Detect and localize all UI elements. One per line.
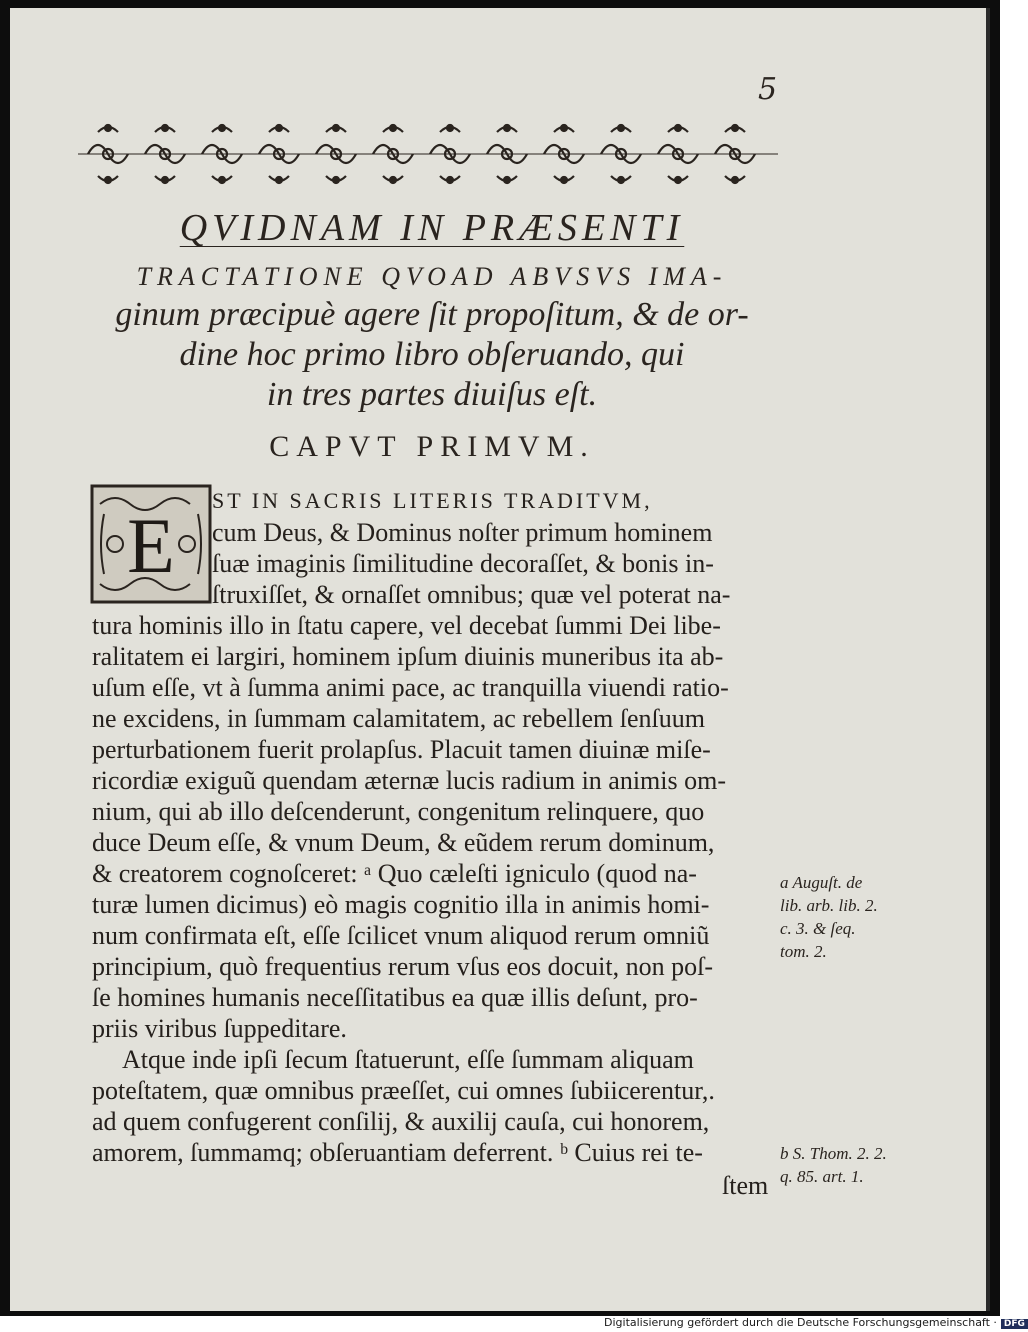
catchword: ſtem xyxy=(722,1171,769,1200)
dfg-logo: DFG xyxy=(1001,1319,1028,1329)
text-line: amorem, ſummamq; obſeruantiam deferrent. ᵇ Cuius rei te- xyxy=(92,1138,703,1167)
title-line-1: QVIDNAM IN PRÆSENTI xyxy=(179,207,685,249)
digitization-credit xyxy=(604,1316,1028,1329)
text-line: turæ lumen dicimus) eò magis cognitio illa in animis homi- xyxy=(92,890,710,919)
text-line: ST IN SACRIS LITERIS TRADITVM, xyxy=(212,488,653,513)
text-line: principium, quò frequentius rerum vſus eos docuit, non poſ- xyxy=(92,952,714,981)
margin-note: q. 85. art. 1. xyxy=(780,1167,864,1186)
text-line: duce Deum eſſe, & vnum Deum, & eũdem rerum dominum, xyxy=(92,828,715,857)
margin-note: a Auguſt. de xyxy=(780,873,863,892)
text-line: priis viribus ſuppeditare. xyxy=(92,1014,347,1043)
text-line: poteſtatem, quæ omnibus præeſſet, cui omnes ſubiicerentur,. xyxy=(92,1076,715,1105)
text-line: cum Deus, & Dominus noſter primum hominem xyxy=(212,518,713,547)
text-line: tura hominis illo in ſtatu capere, vel decebat ſummi Dei libe- xyxy=(92,611,721,640)
text-line: Atque inde ipſi ſecum ſtatuerunt, eſſe ſummam aliquam xyxy=(122,1045,694,1074)
text-line: ſe homines humanis neceſſitatibus ea quæ illis deſunt, pro- xyxy=(92,983,698,1012)
margin-note: c. 3. & ſeq. xyxy=(780,919,856,938)
title-line-2: TRACTATIONE QVOAD ABVSVS IMA- xyxy=(136,262,728,291)
text-line: nium, qui ab illo deſcenderunt, congenitum relinquere, quo xyxy=(92,797,705,826)
title-line-4: dine hoc primo libro obſeruando, qui xyxy=(179,336,685,373)
text-line: ſuæ imaginis ſimilitudine decoraſſet, & bonis in- xyxy=(212,549,714,578)
ornamental-headpiece xyxy=(78,118,778,190)
svg-text:E: E xyxy=(127,502,175,589)
margin-note: b S. Thom. 2. 2. xyxy=(780,1144,887,1163)
decorated-initial-e xyxy=(90,484,212,604)
text-line: ralitatem ei largiri, hominem ipſum diuinis muneribus ita ab- xyxy=(92,642,724,671)
text-line: num confirmata eſt, eſſe ſcilicet vnum aliquod rerum omniũ xyxy=(92,921,710,950)
text-line: ne excidens, in ſummam calamitatem, ac rebellem ſenſuum xyxy=(92,704,705,733)
text-line: ſtruxiſſet, & ornaſſet omnibus; quæ vel poterat na- xyxy=(212,580,731,609)
text-line: & creatorem cognoſceret: ᵃ Quo cæleſti igniculo (quod na- xyxy=(92,859,697,888)
text-line: ricordiæ exiguũ quendam æternæ lucis radium in animis om- xyxy=(92,766,727,795)
margin-note: tom. 2. xyxy=(780,942,827,961)
title-line-5: in tres partes diuiſus eſt. xyxy=(266,376,598,413)
margin-note: lib. arb. lib. 2. xyxy=(780,896,878,915)
text-line: ad quem confugerent conſilij, & auxilij cauſa, cui honorem, xyxy=(92,1107,710,1136)
text-line: perturbationem fuerit prolapſus. Placuit tamen diuinæ miſe- xyxy=(92,735,711,764)
credit-text: Digitalisierung gefördert durch die Deutsche Forschungsgemeinschaft · xyxy=(604,1316,997,1329)
page-number: 5 xyxy=(758,72,778,107)
text-line: uſum eſſe, vt à ſumma animi pace, ac tranquilla viuendi ratio- xyxy=(92,673,729,702)
chapter-heading: CAPVT PRIMVM. xyxy=(269,430,595,463)
title-line-3: ginum præcipuè agere ſit propoſitum, & de or- xyxy=(115,296,749,333)
